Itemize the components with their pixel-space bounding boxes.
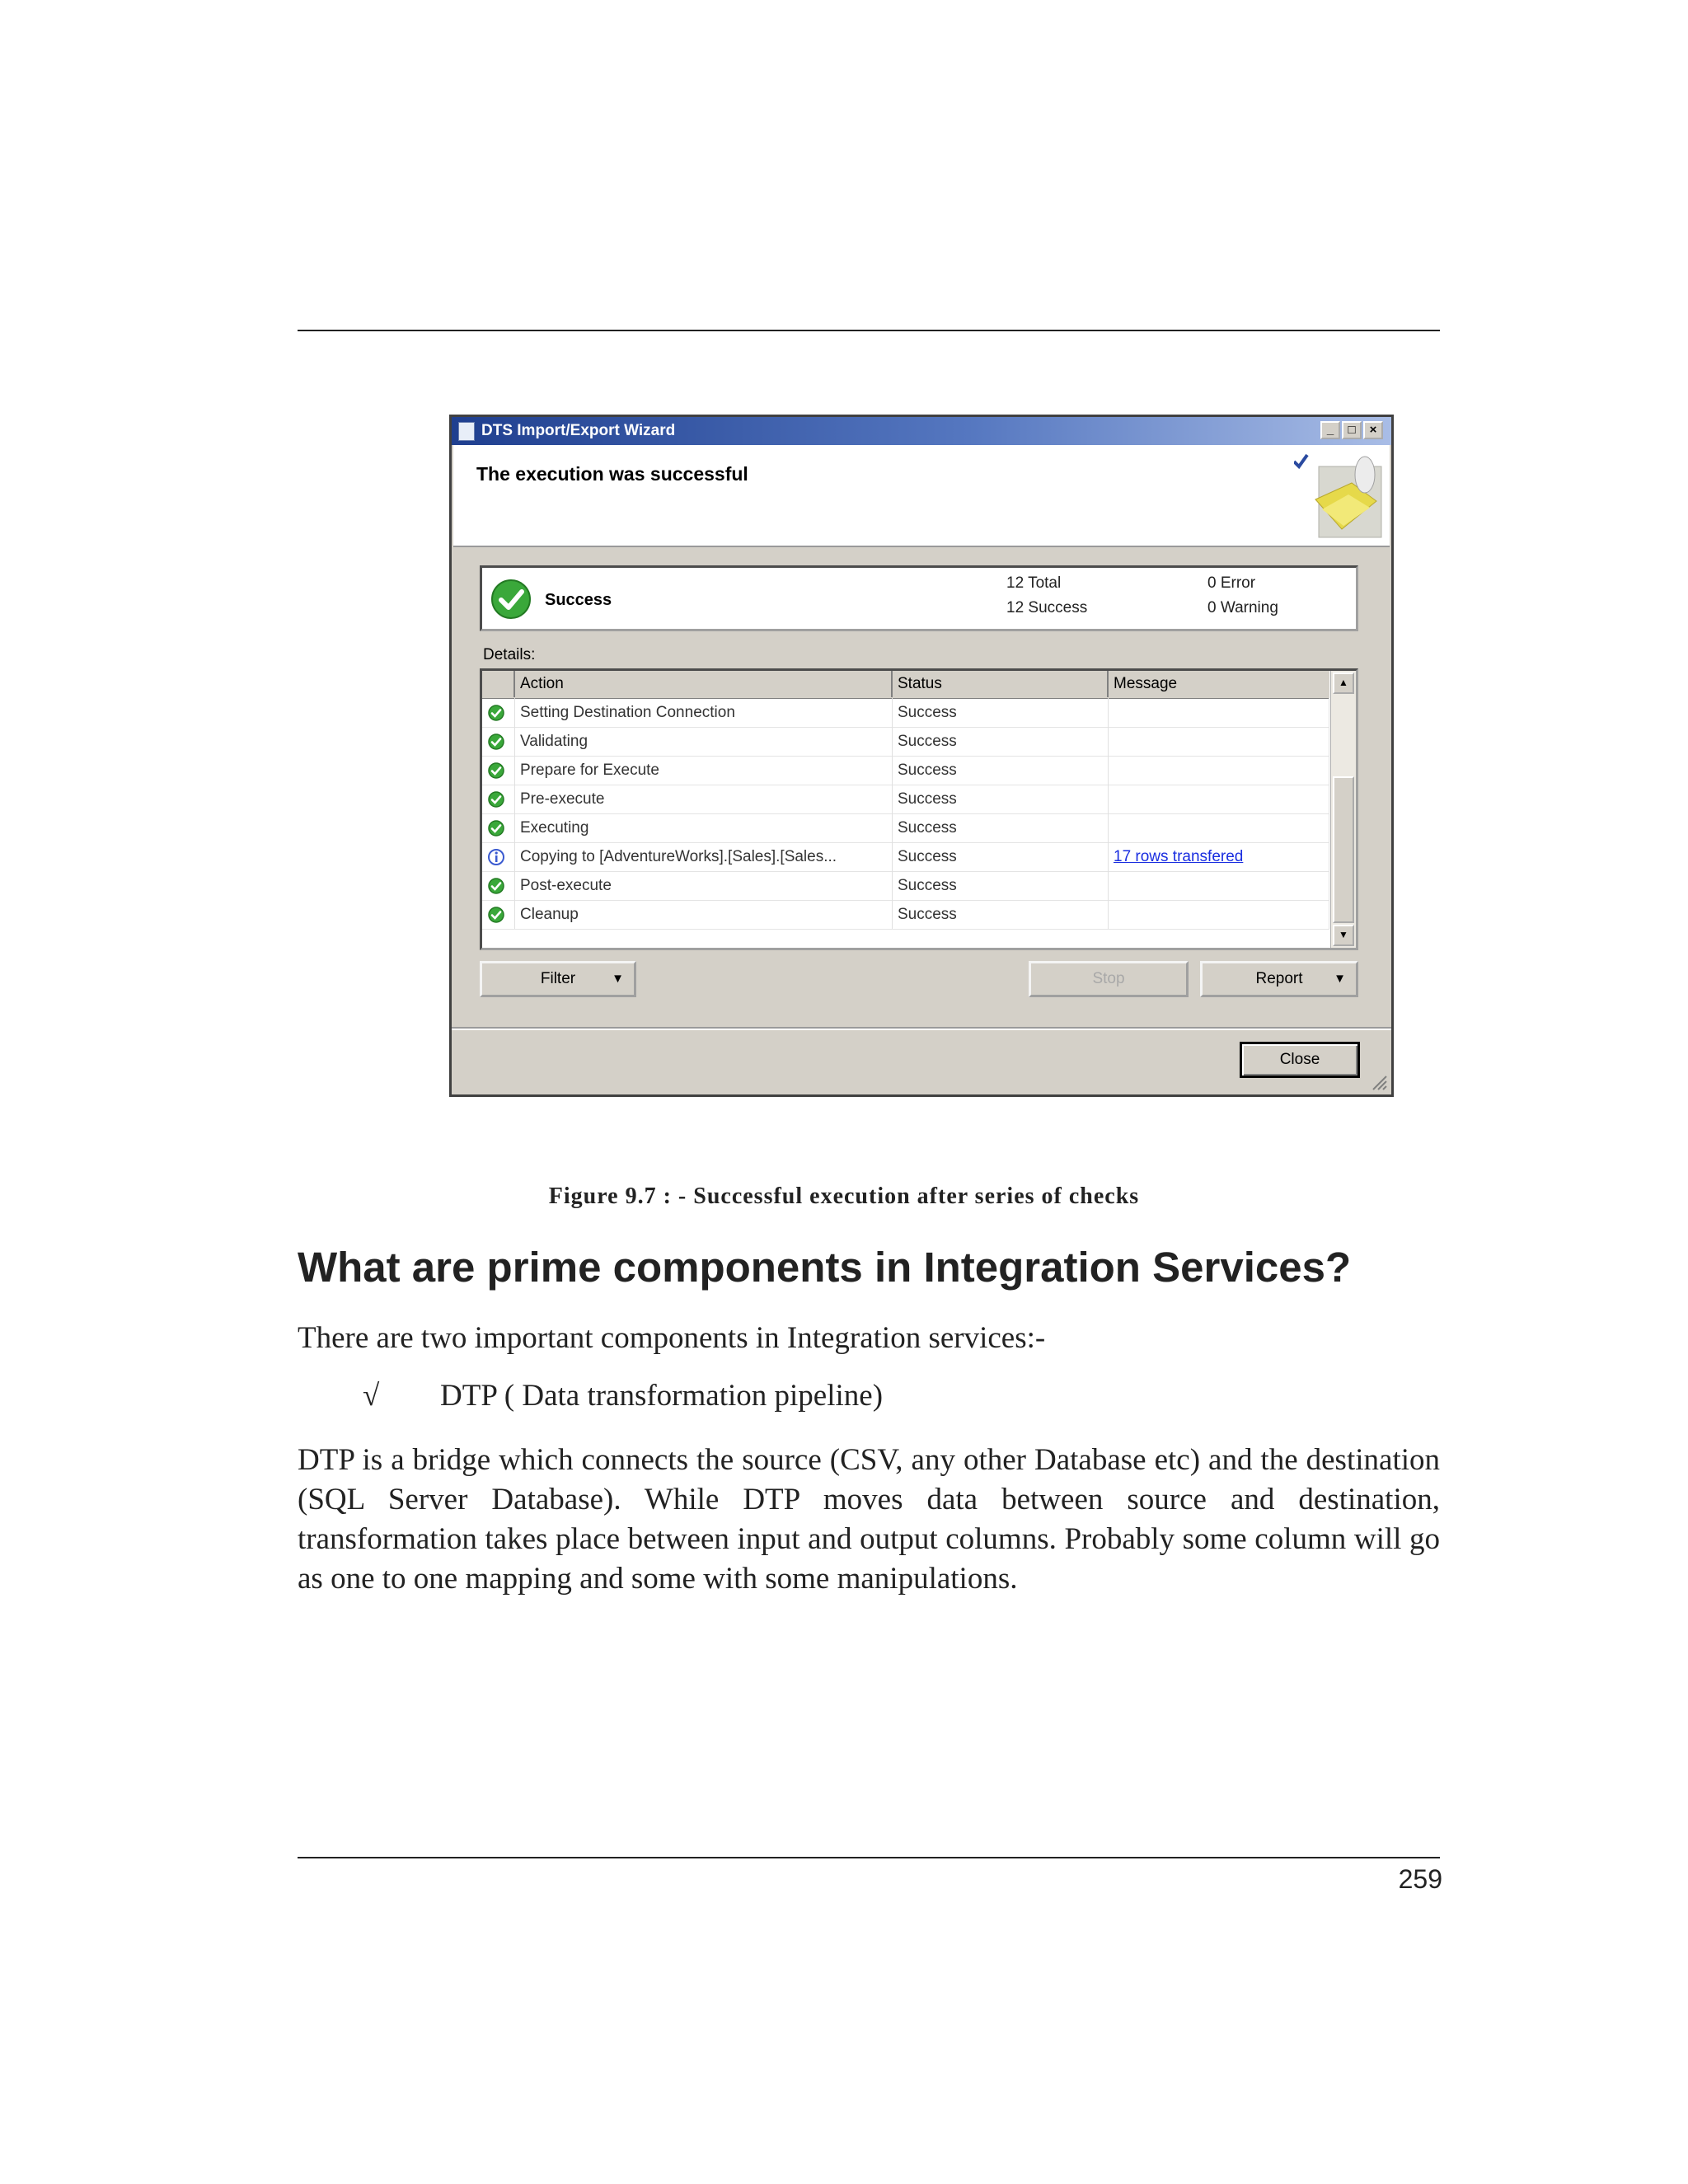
minimize-icon[interactable]: _: [1320, 421, 1340, 439]
success-count: 12 Success: [1006, 599, 1088, 616]
filter-button-label: Filter: [540, 970, 576, 987]
action-cell: Post-execute: [515, 871, 893, 900]
scroll-up-icon[interactable]: ▲: [1333, 673, 1354, 694]
table-row[interactable]: [482, 842, 1329, 872]
action-column-header[interactable]: Action: [515, 671, 893, 697]
table-row[interactable]: [482, 900, 1329, 930]
execution-status-title: The execution was successful: [476, 463, 748, 485]
status-cell: Success: [893, 785, 1109, 813]
action-cell: Prepare for Execute: [515, 756, 893, 785]
message-cell: [1109, 756, 1329, 785]
success-icon: [482, 813, 515, 842]
close-icon[interactable]: ×: [1363, 421, 1383, 439]
window-title: DTS Import/Export Wizard: [481, 422, 676, 439]
chevron-down-icon: ▼: [612, 972, 624, 986]
status-cell: Success: [893, 727, 1109, 756]
table-row[interactable]: [482, 785, 1329, 814]
status-cell: Success: [893, 842, 1109, 871]
footer-divider: [452, 1027, 1391, 1030]
message-link[interactable]: 17 rows transfered: [1109, 842, 1329, 871]
section-heading: What are prime components in Integration Services?: [298, 1244, 1352, 1291]
info-icon: [482, 842, 515, 871]
summary-status: Success: [545, 591, 612, 609]
window-titlebar[interactable]: [452, 417, 1391, 445]
footer-rule: [298, 1857, 1440, 1858]
report-button[interactable]: [1200, 961, 1358, 997]
close-button[interactable]: Close: [1240, 1042, 1360, 1078]
success-icon: [482, 871, 515, 900]
message-cell: [1109, 813, 1329, 842]
table-row[interactable]: [482, 871, 1329, 901]
success-icon: [482, 900, 515, 929]
icon-column-header[interactable]: [482, 671, 515, 697]
details-grid[interactable]: [480, 668, 1358, 950]
action-cell: Cleanup: [515, 900, 893, 929]
scroll-thumb[interactable]: [1333, 776, 1354, 923]
message-cell: [1109, 698, 1329, 727]
scroll-down-icon[interactable]: ▼: [1333, 925, 1354, 946]
table-row[interactable]: [482, 756, 1329, 785]
success-icon: [482, 727, 515, 756]
execution-summary: [480, 565, 1358, 631]
checkmark-bullet: √: [363, 1379, 380, 1413]
action-cell: Setting Destination Connection: [515, 698, 893, 727]
dts-wizard-window: [449, 415, 1394, 1097]
error-count: 0 Error: [1207, 574, 1256, 592]
header-rule: [298, 330, 1440, 331]
action-cell: Copying to [AdventureWorks].[Sales].[Sales...: [515, 842, 893, 871]
status-cell: Success: [893, 698, 1109, 727]
resize-grip-icon[interactable]: [1370, 1073, 1388, 1091]
chevron-down-icon: ▼: [1334, 972, 1346, 986]
bullet-item: DTP ( Data transformation pipeline): [440, 1379, 884, 1413]
page-number: 259: [1398, 1864, 1442, 1894]
app-icon: [458, 422, 475, 441]
success-icon: [482, 756, 515, 785]
stop-button[interactable]: Stop: [1029, 961, 1189, 997]
message-cell: [1109, 871, 1329, 900]
message-cell: [1109, 785, 1329, 813]
table-row[interactable]: [482, 813, 1329, 843]
success-check-icon: [490, 579, 532, 620]
table-row[interactable]: [482, 727, 1329, 757]
action-cell: Executing: [515, 813, 893, 842]
action-cell: Validating: [515, 727, 893, 756]
status-column-header[interactable]: Status: [893, 671, 1109, 697]
maximize-icon[interactable]: □: [1342, 421, 1362, 439]
success-icon: [482, 785, 515, 813]
details-scrollbar[interactable]: [1330, 671, 1356, 948]
action-cell: Pre-execute: [515, 785, 893, 813]
grid-header: [482, 671, 1329, 699]
message-cell: [1109, 900, 1329, 929]
status-cell: Success: [893, 756, 1109, 785]
intro-paragraph: There are two important components in Integration services:-: [298, 1321, 1046, 1355]
table-row[interactable]: [482, 698, 1329, 728]
message-cell: [1109, 727, 1329, 756]
success-icon: [482, 698, 515, 727]
warning-count: 0 Warning: [1207, 599, 1278, 616]
wizard-header: [453, 445, 1390, 547]
status-cell: Success: [893, 900, 1109, 929]
report-button-label: Report: [1255, 970, 1303, 987]
message-column-header[interactable]: Message: [1114, 675, 1178, 692]
total-count: 12 Total: [1006, 574, 1062, 592]
filter-button[interactable]: [480, 961, 636, 997]
status-cell: Success: [893, 871, 1109, 900]
details-label: Details:: [483, 646, 536, 663]
wizard-art-icon: [1294, 450, 1383, 541]
figure-caption: Figure 9.7 : - Successful execution after series of checks: [548, 1183, 1140, 1209]
status-cell: Success: [893, 813, 1109, 842]
body-paragraph: DTP is a bridge which connects the source (CSV, any other Database etc) and the destination (SQL Server Database). While DTP moves data between source and destination, transformation takes place between input and output columns. Probably some column will go as one to one mapping and some with some manipulations.: [298, 1443, 1440, 1596]
